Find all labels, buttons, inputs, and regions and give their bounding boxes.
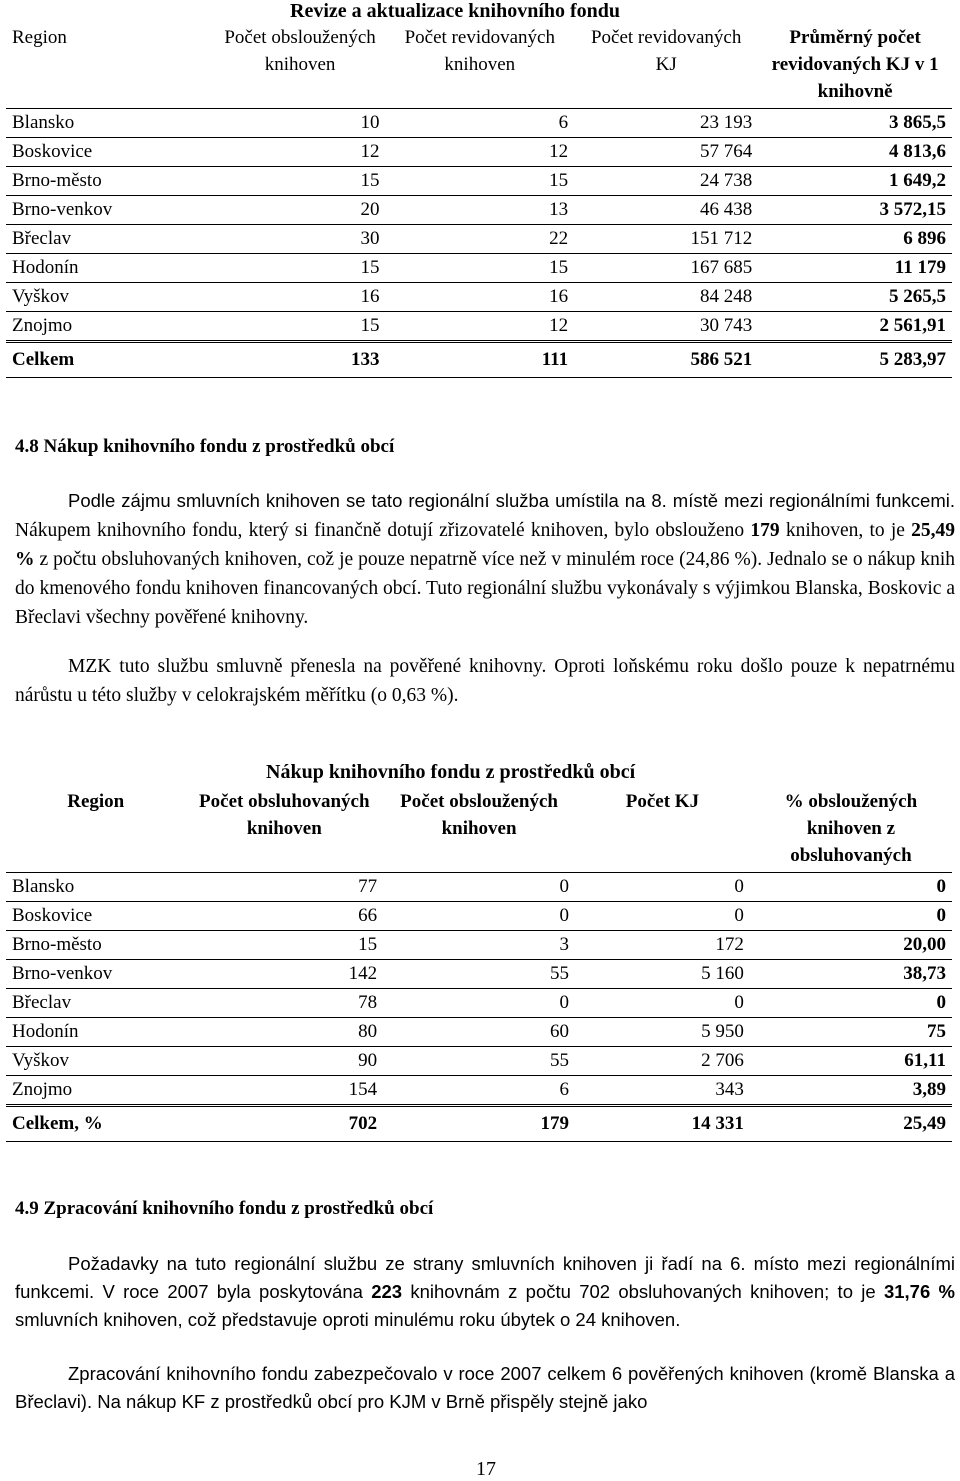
value-cell: 0 bbox=[383, 902, 575, 931]
value-cell: 6 bbox=[385, 109, 574, 138]
p1-lead: Podle zájmu smluvních knihoven se tato regionální služba umístila na 8. místě mezi regionálními funkcemi. bbox=[68, 490, 955, 511]
table-row bbox=[6, 109, 952, 138]
value-cell: 0 bbox=[750, 989, 952, 1018]
section-4-9-paragraph-2 bbox=[15, 1360, 955, 1416]
value-cell: 15 bbox=[215, 312, 386, 342]
value-cell: 15 bbox=[185, 931, 383, 960]
section-heading-4-8: 4.8 Nákup knihovního fondu z prostředků obcí bbox=[15, 436, 395, 457]
revision-table bbox=[6, 24, 952, 378]
p1-mid: knihovnám z počtu 702 obsluhovaných knihoven; to je bbox=[402, 1281, 884, 1302]
col-header-served: Počet obsloužených knihoven bbox=[224, 27, 376, 75]
table-row bbox=[6, 989, 952, 1018]
region-cell: Brno-město bbox=[6, 931, 185, 960]
p1-percent: 25,49 % bbox=[15, 520, 955, 570]
table-row bbox=[6, 138, 952, 167]
p1-mid: knihoven, to je bbox=[779, 520, 912, 541]
value-cell: 2 706 bbox=[575, 1047, 750, 1076]
value-cell: 1 649,2 bbox=[758, 167, 952, 196]
value-cell: 66 bbox=[185, 902, 383, 931]
value-cell: 12 bbox=[385, 138, 574, 167]
p1-body: Nákupem knihovního fondu, který si finančně dotují zřizovatelé knihoven, bylo obslouženo bbox=[15, 520, 751, 541]
col-header-units: Počet KJ bbox=[625, 791, 700, 812]
value-cell: 343 bbox=[575, 1076, 750, 1106]
value-cell: 23 193 bbox=[574, 109, 758, 138]
value-cell: 154 bbox=[185, 1076, 383, 1106]
value-cell: 5 160 bbox=[575, 960, 750, 989]
value-cell: 15 bbox=[385, 167, 574, 196]
table-row bbox=[6, 960, 952, 989]
value-cell: 80 bbox=[185, 1018, 383, 1047]
region-cell: Celkem, % bbox=[6, 1106, 185, 1142]
value-cell: 38,73 bbox=[750, 960, 952, 989]
table-row bbox=[6, 254, 952, 283]
table-row bbox=[6, 931, 952, 960]
p2-text: MZK tuto službu smluvně přenesla na pověřené knihovny. Oproti loňskému roku došlo pouze k nepatrnému nárůstu u této služby v celokrajském měřítku (o 0,63 %). bbox=[15, 656, 955, 706]
table-row bbox=[6, 196, 952, 225]
value-cell: 167 685 bbox=[574, 254, 758, 283]
region-cell: Blansko bbox=[6, 873, 185, 902]
value-cell: 16 bbox=[385, 283, 574, 312]
p1-rest: z počtu obsluhovaných knihoven, což je pouze nepatrně více než v minulém roce (24,86 %). Jednalo se o nákup knih do kmenového fondu knihoven financovaných obcí. Tuto regionální službu vykonávaly s výjimkou Blanska, Boskovic a Břeclavi všechny pověřené knihovny. bbox=[15, 549, 955, 628]
value-cell: 5 283,97 bbox=[758, 342, 952, 378]
col-header-revised-units: Počet revidovaných KJ bbox=[590, 27, 742, 75]
region-cell: Blansko bbox=[6, 109, 215, 138]
table-row bbox=[6, 1047, 952, 1076]
value-cell: 0 bbox=[750, 902, 952, 931]
table-row bbox=[6, 902, 952, 931]
value-cell: 0 bbox=[575, 989, 750, 1018]
region-cell: Břeclav bbox=[6, 989, 185, 1018]
value-cell: 2 561,91 bbox=[758, 312, 952, 342]
value-cell: 15 bbox=[215, 167, 386, 196]
page-number: 17 bbox=[476, 1458, 496, 1480]
value-cell: 30 743 bbox=[574, 312, 758, 342]
value-cell: 20 bbox=[215, 196, 386, 225]
value-cell: 6 896 bbox=[758, 225, 952, 254]
value-cell: 78 bbox=[185, 989, 383, 1018]
value-cell: 0 bbox=[575, 902, 750, 931]
p1-lead: Požadavky na tuto regionální službu ze strany smluvních knihoven ji řadí na 6. místo mezi regionálními funkcemi. V roce 2007 byla poskytována bbox=[15, 1253, 955, 1302]
value-cell: 179 bbox=[383, 1106, 575, 1142]
section-4-8-paragraph-2 bbox=[15, 652, 955, 710]
table-header-row bbox=[6, 788, 952, 873]
value-cell: 702 bbox=[185, 1106, 383, 1142]
value-cell: 55 bbox=[383, 960, 575, 989]
value-cell: 55 bbox=[383, 1047, 575, 1076]
p1-percent: 31,76 % bbox=[883, 1281, 955, 1302]
col-header-average: Průměrný počet revidovaných KJ v 1 knihovně bbox=[771, 27, 939, 102]
value-cell: 3 bbox=[383, 931, 575, 960]
value-cell: 46 438 bbox=[574, 196, 758, 225]
region-cell: Boskovice bbox=[6, 902, 185, 931]
value-cell: 11 179 bbox=[758, 254, 952, 283]
value-cell: 111 bbox=[385, 342, 574, 378]
value-cell: 151 712 bbox=[574, 225, 758, 254]
region-cell: Boskovice bbox=[6, 138, 215, 167]
value-cell: 133 bbox=[215, 342, 386, 378]
value-cell: 77 bbox=[185, 873, 383, 902]
col-header-region: Region bbox=[67, 791, 125, 812]
region-cell: Brno-město bbox=[6, 167, 215, 196]
purchase-table bbox=[6, 788, 952, 1142]
col-header-served: Počet obsloužených knihoven bbox=[400, 791, 558, 839]
value-cell: 0 bbox=[383, 989, 575, 1018]
region-cell: Hodonín bbox=[6, 254, 215, 283]
value-cell: 30 bbox=[215, 225, 386, 254]
value-cell: 586 521 bbox=[574, 342, 758, 378]
value-cell: 0 bbox=[383, 873, 575, 902]
value-cell: 24 738 bbox=[574, 167, 758, 196]
value-cell: 12 bbox=[385, 312, 574, 342]
section-heading-4-9: 4.9 Zpracování knihovního fondu z prostředků obcí bbox=[15, 1198, 434, 1219]
table-row bbox=[6, 1076, 952, 1106]
value-cell: 60 bbox=[383, 1018, 575, 1047]
p2-text: Zpracování knihovního fondu zabezpečovalo v roce 2007 celkem 6 pověřených knihoven (kromě Blanska a Břeclavi). Na nákup KF z prostředků obcí pro KJM v Brně přispěly stejně jako bbox=[15, 1363, 955, 1412]
value-cell: 6 bbox=[383, 1076, 575, 1106]
table-row bbox=[6, 312, 952, 342]
table1-title: Revize a aktualizace knihovního fondu bbox=[290, 0, 621, 22]
table-row bbox=[6, 873, 952, 902]
region-cell: Znojmo bbox=[6, 1076, 185, 1106]
value-cell: 12 bbox=[215, 138, 386, 167]
value-cell: 15 bbox=[215, 254, 386, 283]
region-cell: Vyškov bbox=[6, 1047, 185, 1076]
table-total-row bbox=[6, 342, 952, 378]
col-header-revised-libraries: Počet revidovaných knihoven bbox=[404, 27, 555, 75]
value-cell: 90 bbox=[185, 1047, 383, 1076]
table-row bbox=[6, 283, 952, 312]
region-cell: Brno-venkov bbox=[6, 960, 185, 989]
value-cell: 14 331 bbox=[575, 1106, 750, 1142]
value-cell: 61,11 bbox=[750, 1047, 952, 1076]
value-cell: 15 bbox=[385, 254, 574, 283]
table-row bbox=[6, 167, 952, 196]
value-cell: 3 572,15 bbox=[758, 196, 952, 225]
table-total-row bbox=[6, 1106, 952, 1142]
value-cell: 5 265,5 bbox=[758, 283, 952, 312]
col-header-percent: % obsloužených knihoven z obsluhovaných bbox=[784, 791, 918, 866]
value-cell: 0 bbox=[750, 873, 952, 902]
table-header-row bbox=[6, 24, 952, 109]
region-cell: Břeclav bbox=[6, 225, 215, 254]
value-cell: 57 764 bbox=[574, 138, 758, 167]
value-cell: 84 248 bbox=[574, 283, 758, 312]
p1-rest: smluvních knihoven, což představuje oproti minulému roku úbytek o 24 knihoven. bbox=[15, 1309, 681, 1330]
col-header-served-total: Počet obsluhovaných knihoven bbox=[199, 791, 370, 839]
section-4-8-paragraph-1 bbox=[15, 487, 955, 632]
value-cell: 13 bbox=[385, 196, 574, 225]
region-cell: Hodonín bbox=[6, 1018, 185, 1047]
region-cell: Celkem bbox=[6, 342, 215, 378]
value-cell: 3,89 bbox=[750, 1076, 952, 1106]
region-cell: Znojmo bbox=[6, 312, 215, 342]
col-header-region: Region bbox=[12, 27, 67, 48]
value-cell: 75 bbox=[750, 1018, 952, 1047]
table2-title: Nákup knihovního fondu z prostředků obcí bbox=[266, 761, 636, 783]
value-cell: 142 bbox=[185, 960, 383, 989]
value-cell: 10 bbox=[215, 109, 386, 138]
table-row bbox=[6, 225, 952, 254]
value-cell: 20,00 bbox=[750, 931, 952, 960]
section-4-9-paragraph-1 bbox=[15, 1250, 955, 1334]
value-cell: 22 bbox=[385, 225, 574, 254]
value-cell: 0 bbox=[575, 873, 750, 902]
table-row bbox=[6, 1018, 952, 1047]
region-cell: Vyškov bbox=[6, 283, 215, 312]
value-cell: 4 813,6 bbox=[758, 138, 952, 167]
p1-count: 223 bbox=[371, 1281, 403, 1302]
value-cell: 16 bbox=[215, 283, 386, 312]
value-cell: 5 950 bbox=[575, 1018, 750, 1047]
region-cell: Brno-venkov bbox=[6, 196, 215, 225]
value-cell: 25,49 bbox=[750, 1106, 952, 1142]
value-cell: 3 865,5 bbox=[758, 109, 952, 138]
p1-count: 179 bbox=[750, 520, 780, 541]
value-cell: 172 bbox=[575, 931, 750, 960]
